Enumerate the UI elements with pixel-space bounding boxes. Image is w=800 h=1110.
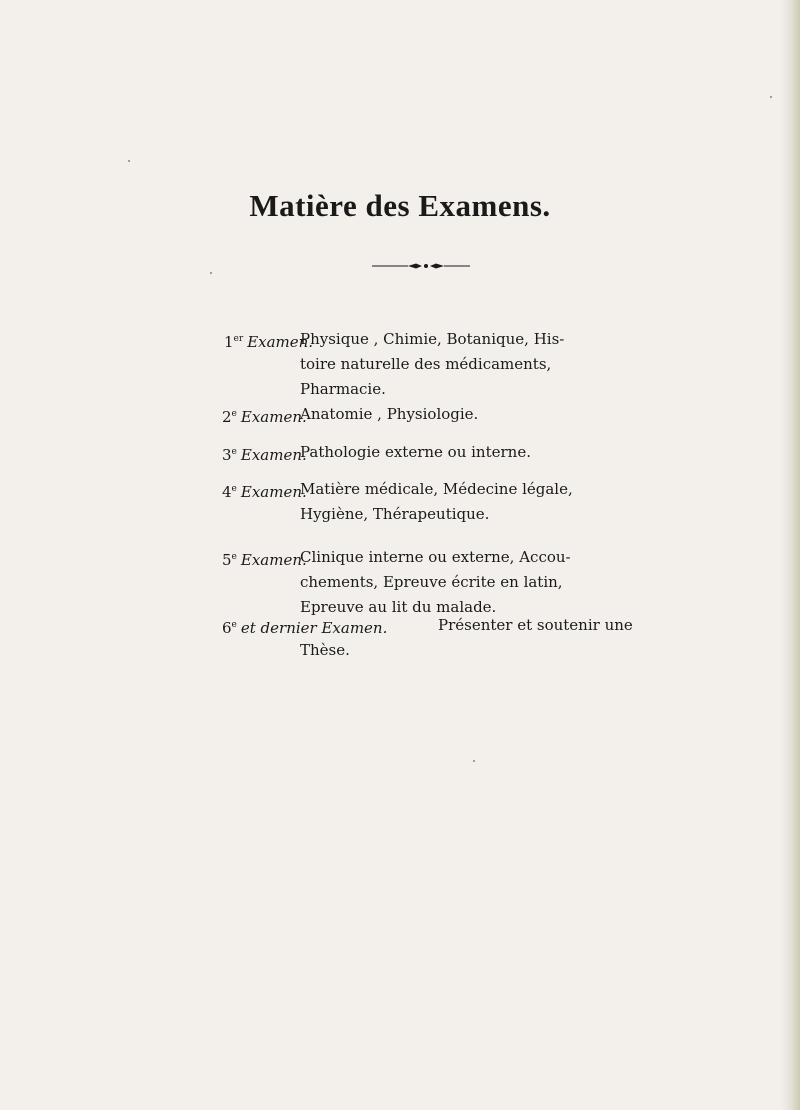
exam-number: 4 — [222, 483, 232, 501]
exam-number: 1 — [224, 333, 234, 351]
exam-subjects-line: Pharmacie. — [300, 380, 386, 398]
exam-ordinal: er — [233, 334, 244, 344]
exam-subjects-line: chements, Epreuve écrite en latin, — [300, 573, 563, 591]
exam-subjects-line: Epreuve au lit du malade. — [300, 598, 497, 616]
exam-number: 5 — [222, 551, 232, 569]
exam-subjects-line: Présenter et soutenir une — [438, 616, 633, 634]
exam-ordinal: e — [231, 484, 237, 494]
exam-label — [222, 613, 387, 641]
exam-subjects-line: Clinique interne ou externe, Accou- — [300, 548, 571, 566]
exam-word: Examen. — [240, 408, 307, 426]
exam-subjects-line: Physique , Chimie, Botanique, His- — [300, 330, 565, 348]
exam-ordinal: e — [231, 409, 237, 419]
exam-number: 3 — [222, 446, 232, 464]
exam-subjects-line: Pathologie externe ou interne. — [300, 443, 531, 461]
exam-subjects-line: toire naturelle des médicaments, — [300, 355, 552, 373]
exam-subjects-line: Thèse. — [300, 641, 350, 659]
paper-speck — [770, 96, 772, 98]
exam-word: et dernier Examen. — [240, 619, 388, 637]
exam-number: 6 — [222, 619, 232, 637]
exam-subjects-line: Anatomie , Physiologie. — [300, 405, 479, 423]
page-title: Matière des Examens. — [249, 188, 551, 223]
exam-word: Examen. — [240, 446, 307, 464]
exam-label — [222, 477, 307, 505]
exam-subjects — [300, 477, 600, 527]
exam-word: Examen. — [240, 483, 307, 501]
page-edge-shadow — [780, 0, 800, 1110]
paper-speck — [128, 160, 130, 162]
exam-subjects-line: Matière médicale, Médecine légale, — [300, 480, 573, 498]
exam-subjects — [300, 402, 600, 427]
exam-ordinal: e — [231, 552, 237, 562]
exam-label — [222, 545, 307, 573]
exam-word: Examen. — [247, 333, 314, 351]
exam-subjects-line: Hygiène, Thérapeutique. — [300, 505, 490, 523]
exam-subjects — [300, 545, 600, 620]
exam-word: Examen. — [240, 551, 307, 569]
paper-speck — [473, 760, 475, 762]
exam-label — [222, 440, 307, 468]
exam-number: 2 — [222, 408, 232, 426]
exam-subjects — [300, 440, 600, 465]
exam-label — [222, 402, 307, 430]
divider-ornament — [372, 262, 470, 270]
exam-ordinal: e — [231, 620, 237, 630]
paper-speck — [210, 272, 212, 274]
exam-subjects — [300, 327, 600, 402]
exam-ordinal: e — [231, 447, 237, 457]
